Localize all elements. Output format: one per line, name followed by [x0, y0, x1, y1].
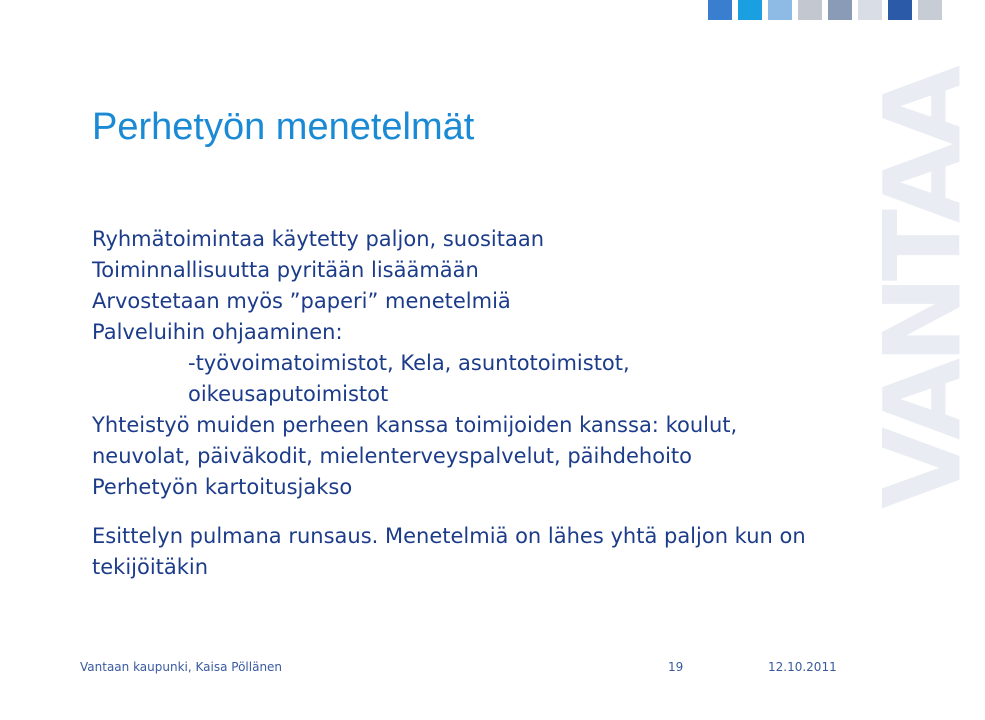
- bullet-line: Ryhmätoimintaa käytetty paljon, suositaan: [92, 227, 545, 251]
- bullet-line: Palveluihin ohjaaminen:: [92, 320, 343, 344]
- bullet-line: Arvostetaan myös ”paperi” menetelmiä: [92, 289, 511, 313]
- decor-square: [858, 0, 882, 20]
- decor-square: [738, 0, 762, 20]
- bullet-line: Toiminnallisuutta pyritään lisäämään: [92, 258, 479, 282]
- sub-bullet-line: -työvoimatoimistot, Kela, asuntotoimistot,: [188, 351, 630, 375]
- sub-bullet-line: oikeusaputoimistot: [188, 382, 389, 406]
- decor-square: [828, 0, 852, 20]
- bullet-line: Perhetyön kartoitusjakso: [92, 475, 353, 499]
- decor-square: [888, 0, 912, 20]
- footer-date: 12.10.2011: [768, 660, 837, 674]
- slide-title: Perhetyön menetelmät: [92, 106, 475, 148]
- vantaa-logo-watermark: [861, 70, 985, 510]
- footer-page-number: 19: [668, 660, 684, 674]
- decorative-squares: [700, 0, 960, 24]
- decor-square: [798, 0, 822, 20]
- footer-author: Vantaan kaupunki, Kaisa Pöllänen: [80, 660, 283, 674]
- bullet-line: neuvolat, päiväkodit, mielenterveyspalvelut, päihdehoito: [92, 444, 692, 468]
- bullet-line: Yhteistyö muiden perheen kanssa toimijoiden kanssa: koulut,: [92, 413, 738, 437]
- closing-paragraph: Esittelyn pulmana runsaus. Menetelmiä on lähes yhtä paljon kun on tekijöitäkin: [92, 524, 806, 579]
- decor-square: [768, 0, 792, 20]
- decor-square: [708, 0, 732, 20]
- slide-body: [92, 224, 852, 583]
- decor-square: [918, 0, 942, 20]
- watermark-text: VANTAA: [861, 71, 985, 509]
